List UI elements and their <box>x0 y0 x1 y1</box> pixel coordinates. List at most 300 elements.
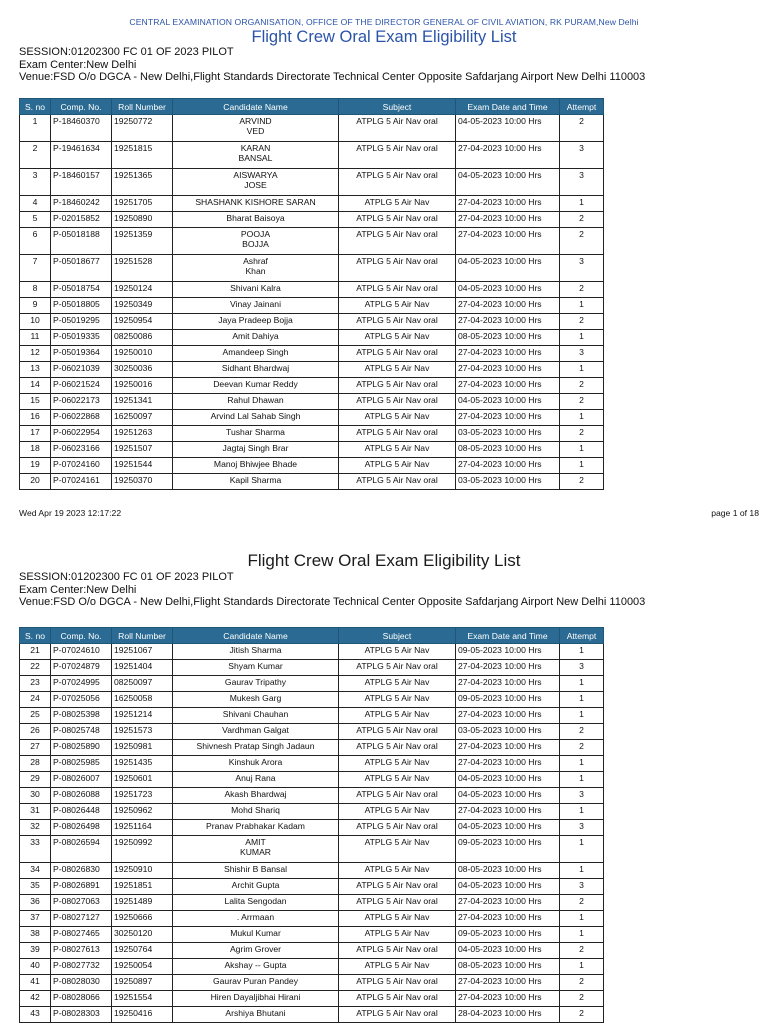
eligibility-table-page1 <box>19 98 604 490</box>
table-row <box>20 115 604 142</box>
serial-cell: 42 <box>20 991 51 1007</box>
session-info <box>19 46 645 84</box>
roll-number-cell: 19250890 <box>112 212 173 228</box>
table-row <box>20 959 604 975</box>
roll-number-cell: 19251507 <box>112 442 173 458</box>
attempt-cell: 1 <box>560 442 604 458</box>
subject-cell: ATPLG 5 Air Nav <box>339 410 456 426</box>
serial-cell: 40 <box>20 959 51 975</box>
table-row <box>20 772 604 788</box>
candidate-name-cell: Tushar Sharma <box>173 426 339 442</box>
column-header: Subject <box>339 628 456 644</box>
candidate-name-cell: Jagtaj Singh Brar <box>173 442 339 458</box>
candidate-name-cell: Agrim Grover <box>173 943 339 959</box>
table-body <box>20 115 604 490</box>
candidate-name-cell: Vinay Jainani <box>173 298 339 314</box>
exam-date-cell: 09-05-2023 10:00 Hrs <box>456 692 560 708</box>
comp-no-cell: P-05018677 <box>51 255 112 282</box>
attempt-cell: 1 <box>560 911 604 927</box>
comp-no-cell: P-08026830 <box>51 863 112 879</box>
serial-cell: 12 <box>20 346 51 362</box>
candidate-name-cell: AMIT KUMAR <box>173 836 339 863</box>
candidate-name-cell: Shishir B Bansal <box>173 863 339 879</box>
table-row <box>20 660 604 676</box>
serial-cell: 6 <box>20 228 51 255</box>
serial-cell: 36 <box>20 895 51 911</box>
comp-no-cell: P-06021039 <box>51 362 112 378</box>
exam-date-cell: 27-04-2023 10:00 Hrs <box>456 895 560 911</box>
attempt-cell: 3 <box>560 346 604 362</box>
column-header: S. no <box>20 99 51 115</box>
subject-cell: ATPLG 5 Air Nav oral <box>339 142 456 169</box>
attempt-cell: 1 <box>560 362 604 378</box>
exam-date-cell: 27-04-2023 10:00 Hrs <box>456 756 560 772</box>
serial-cell: 43 <box>20 1007 51 1023</box>
exam-date-cell: 27-04-2023 10:00 Hrs <box>456 740 560 756</box>
comp-no-cell: P-08027127 <box>51 911 112 927</box>
table-row <box>20 196 604 212</box>
serial-cell: 9 <box>20 298 51 314</box>
exam-date-cell: 04-05-2023 10:00 Hrs <box>456 788 560 804</box>
exam-date-cell: 03-05-2023 10:00 Hrs <box>456 426 560 442</box>
subject-cell: ATPLG 5 Air Nav oral <box>339 943 456 959</box>
roll-number-cell: 19250124 <box>112 282 173 298</box>
comp-no-cell: P-05018188 <box>51 228 112 255</box>
exam-center-line: Exam Center:New Delhi <box>19 583 137 596</box>
candidate-name-cell: Mukul Kumar <box>173 927 339 943</box>
exam-date-cell: 27-04-2023 10:00 Hrs <box>456 676 560 692</box>
exam-date-cell: 03-05-2023 10:00 Hrs <box>456 474 560 490</box>
roll-number-cell: 19251815 <box>112 142 173 169</box>
subject-cell: ATPLG 5 Air Nav <box>339 644 456 660</box>
attempt-cell: 2 <box>560 740 604 756</box>
subject-cell: ATPLG 5 Air Nav <box>339 836 456 863</box>
comp-no-cell: P-07024610 <box>51 644 112 660</box>
subject-cell: ATPLG 5 Air Nav <box>339 676 456 692</box>
table-header-row <box>20 628 604 644</box>
table-row <box>20 975 604 991</box>
subject-cell: ATPLG 5 Air Nav <box>339 458 456 474</box>
roll-number-cell: 19250016 <box>112 378 173 394</box>
roll-number-cell: 30250036 <box>112 362 173 378</box>
roll-number-cell: 19250954 <box>112 314 173 330</box>
venue-line: Venue:FSD O/o DGCA - New Delhi,Flight Standards Directorate Technical Center Opposite Safdarjang Airport New Delhi 110003 <box>19 71 646 83</box>
session-line: SESSION:01202300 FC 01 OF 2023 PILOT <box>19 571 234 583</box>
serial-cell: 33 <box>20 836 51 863</box>
candidate-name-cell: Anuj Rana <box>173 772 339 788</box>
roll-number-cell: 19251164 <box>112 820 173 836</box>
exam-date-cell: 04-05-2023 10:00 Hrs <box>456 255 560 282</box>
table-row <box>20 378 604 394</box>
candidate-name-cell: Sidhant Bhardwaj <box>173 362 339 378</box>
table-row <box>20 927 604 943</box>
subject-cell: ATPLG 5 Air Nav oral <box>339 212 456 228</box>
subject-cell: ATPLG 5 Air Nav <box>339 298 456 314</box>
serial-cell: 14 <box>20 378 51 394</box>
candidate-name-cell: Mohd Shariq <box>173 804 339 820</box>
serial-cell: 24 <box>20 692 51 708</box>
candidate-name-cell: Arvind Lal Sahab Singh <box>173 410 339 426</box>
serial-cell: 8 <box>20 282 51 298</box>
exam-date-cell: 09-05-2023 10:00 Hrs <box>456 836 560 863</box>
subject-cell: ATPLG 5 Air Nav <box>339 911 456 927</box>
table-row <box>20 394 604 410</box>
table-row <box>20 330 604 346</box>
attempt-cell: 1 <box>560 772 604 788</box>
attempt-cell: 1 <box>560 676 604 692</box>
exam-date-cell: 27-04-2023 10:00 Hrs <box>456 975 560 991</box>
table-row <box>20 911 604 927</box>
table-body <box>20 644 604 1023</box>
comp-no-cell: P-07024160 <box>51 458 112 474</box>
serial-cell: 30 <box>20 788 51 804</box>
attempt-cell: 2 <box>560 1007 604 1023</box>
exam-date-cell: 27-04-2023 10:00 Hrs <box>456 410 560 426</box>
table-row <box>20 724 604 740</box>
subject-cell: ATPLG 5 Air Nav oral <box>339 426 456 442</box>
comp-no-cell: P-05018805 <box>51 298 112 314</box>
attempt-cell: 2 <box>560 314 604 330</box>
table-row <box>20 228 604 255</box>
roll-number-cell: 19251723 <box>112 788 173 804</box>
comp-no-cell: P-08025398 <box>51 708 112 724</box>
candidate-name-cell: Ashraf Khan <box>173 255 339 282</box>
roll-number-cell: 19250772 <box>112 115 173 142</box>
serial-cell: 3 <box>20 169 51 196</box>
subject-cell: ATPLG 5 Air Nav oral <box>339 378 456 394</box>
subject-cell: ATPLG 5 Air Nav oral <box>339 724 456 740</box>
comp-no-cell: P-08026594 <box>51 836 112 863</box>
comp-no-cell: P-08027465 <box>51 927 112 943</box>
subject-cell: ATPLG 5 Air Nav oral <box>339 346 456 362</box>
serial-cell: 10 <box>20 314 51 330</box>
serial-cell: 17 <box>20 426 51 442</box>
table-row <box>20 314 604 330</box>
candidate-name-cell: Rahul Dhawan <box>173 394 339 410</box>
table-row <box>20 426 604 442</box>
subject-cell: ATPLG 5 Air Nav oral <box>339 820 456 836</box>
comp-no-cell: P-08026498 <box>51 820 112 836</box>
roll-number-cell: 19251528 <box>112 255 173 282</box>
column-header: Roll Number <box>112 99 173 115</box>
exam-date-cell: 27-04-2023 10:00 Hrs <box>456 911 560 927</box>
table-row <box>20 474 604 490</box>
subject-cell: ATPLG 5 Air Nav <box>339 708 456 724</box>
roll-number-cell: 08250086 <box>112 330 173 346</box>
comp-no-cell: P-07024995 <box>51 676 112 692</box>
subject-cell: ATPLG 5 Air Nav <box>339 196 456 212</box>
exam-center-line: Exam Center:New Delhi <box>19 58 137 71</box>
comp-no-cell: P-08025748 <box>51 724 112 740</box>
candidate-name-cell: Deevan Kumar Reddy <box>173 378 339 394</box>
exam-date-cell: 27-04-2023 10:00 Hrs <box>456 804 560 820</box>
attempt-cell: 2 <box>560 426 604 442</box>
table-row <box>20 255 604 282</box>
column-header: Comp. No. <box>51 99 112 115</box>
comp-no-cell: P-08028030 <box>51 975 112 991</box>
roll-number-cell: 19251214 <box>112 708 173 724</box>
exam-date-cell: 04-05-2023 10:00 Hrs <box>456 772 560 788</box>
attempt-cell: 3 <box>560 660 604 676</box>
comp-no-cell: P-07024161 <box>51 474 112 490</box>
roll-number-cell: 19250370 <box>112 474 173 490</box>
comp-no-cell: P-05019295 <box>51 314 112 330</box>
table-row <box>20 410 604 426</box>
exam-date-cell: 04-05-2023 10:00 Hrs <box>456 820 560 836</box>
roll-number-cell: 19251365 <box>112 169 173 196</box>
candidate-name-cell: Hiren Dayaljibhai Hirani <box>173 991 339 1007</box>
comp-no-cell: P-08026448 <box>51 804 112 820</box>
serial-cell: 27 <box>20 740 51 756</box>
exam-date-cell: 27-04-2023 10:00 Hrs <box>456 196 560 212</box>
attempt-cell: 1 <box>560 458 604 474</box>
serial-cell: 23 <box>20 676 51 692</box>
roll-number-cell: 19250010 <box>112 346 173 362</box>
subject-cell: ATPLG 5 Air Nav <box>339 692 456 708</box>
comp-no-cell: P-08028303 <box>51 1007 112 1023</box>
exam-date-cell: 27-04-2023 10:00 Hrs <box>456 458 560 474</box>
roll-number-cell: 19250897 <box>112 975 173 991</box>
comp-no-cell: P-08026007 <box>51 772 112 788</box>
serial-cell: 38 <box>20 927 51 943</box>
comp-no-cell: P-08027063 <box>51 895 112 911</box>
subject-cell: ATPLG 5 Air Nav <box>339 804 456 820</box>
attempt-cell: 3 <box>560 879 604 895</box>
roll-number-cell: 19250054 <box>112 959 173 975</box>
candidate-name-cell: SHASHANK KISHORE SARAN <box>173 196 339 212</box>
comp-no-cell: P-08028066 <box>51 991 112 1007</box>
exam-date-cell: 27-04-2023 10:00 Hrs <box>456 362 560 378</box>
serial-cell: 11 <box>20 330 51 346</box>
subject-cell: ATPLG 5 Air Nav <box>339 442 456 458</box>
serial-cell: 22 <box>20 660 51 676</box>
attempt-cell: 2 <box>560 474 604 490</box>
candidate-name-cell: Akshay -- Gupta <box>173 959 339 975</box>
table-row <box>20 644 604 660</box>
exam-date-cell: 27-04-2023 10:00 Hrs <box>456 991 560 1007</box>
roll-number-cell: 19251435 <box>112 756 173 772</box>
column-header: Candidate Name <box>173 628 339 644</box>
attempt-cell: 3 <box>560 788 604 804</box>
table-header-row <box>20 99 604 115</box>
subject-cell: ATPLG 5 Air Nav oral <box>339 115 456 142</box>
serial-cell: 15 <box>20 394 51 410</box>
comp-no-cell: P-06022868 <box>51 410 112 426</box>
table-row <box>20 298 604 314</box>
attempt-cell: 1 <box>560 836 604 863</box>
session-info-2 <box>19 571 645 609</box>
attempt-cell: 3 <box>560 169 604 196</box>
roll-number-cell: 19250981 <box>112 740 173 756</box>
attempt-cell: 1 <box>560 863 604 879</box>
candidate-name-cell: KARAN BANSAL <box>173 142 339 169</box>
roll-number-cell: 30250120 <box>112 927 173 943</box>
comp-no-cell: P-18460370 <box>51 115 112 142</box>
exam-date-cell: 27-04-2023 10:00 Hrs <box>456 708 560 724</box>
subject-cell: ATPLG 5 Air Nav <box>339 772 456 788</box>
comp-no-cell: P-08025890 <box>51 740 112 756</box>
exam-date-cell: 27-04-2023 10:00 Hrs <box>456 378 560 394</box>
candidate-name-cell: Arshiya Bhutani <box>173 1007 339 1023</box>
table-row <box>20 879 604 895</box>
comp-no-cell: P-08027613 <box>51 943 112 959</box>
comp-no-cell: P-06023166 <box>51 442 112 458</box>
column-header: Roll Number <box>112 628 173 644</box>
subject-cell: ATPLG 5 Air Nav <box>339 959 456 975</box>
table-row <box>20 346 604 362</box>
roll-number-cell: 19251489 <box>112 895 173 911</box>
table-row <box>20 362 604 378</box>
table-row <box>20 943 604 959</box>
exam-date-cell: 27-04-2023 10:00 Hrs <box>456 212 560 228</box>
attempt-cell: 1 <box>560 410 604 426</box>
subject-cell: ATPLG 5 Air Nav oral <box>339 788 456 804</box>
candidate-name-cell: Jaya Pradeep Bojja <box>173 314 339 330</box>
exam-date-cell: 27-04-2023 10:00 Hrs <box>456 298 560 314</box>
comp-no-cell: P-02015852 <box>51 212 112 228</box>
serial-cell: 21 <box>20 644 51 660</box>
attempt-cell: 2 <box>560 212 604 228</box>
page-title-2: Flight Crew Oral Exam Eligibility List <box>247 551 521 570</box>
table-row <box>20 708 604 724</box>
candidate-name-cell: POOJA BOJJA <box>173 228 339 255</box>
attempt-cell: 1 <box>560 804 604 820</box>
exam-date-cell: 09-05-2023 10:00 Hrs <box>456 927 560 943</box>
roll-number-cell: 19251263 <box>112 426 173 442</box>
serial-cell: 18 <box>20 442 51 458</box>
candidate-name-cell: Amit Dahiya <box>173 330 339 346</box>
table-row <box>20 836 604 863</box>
exam-date-cell: 27-04-2023 10:00 Hrs <box>456 142 560 169</box>
serial-cell: 4 <box>20 196 51 212</box>
serial-cell: 7 <box>20 255 51 282</box>
table-row <box>20 740 604 756</box>
serial-cell: 5 <box>20 212 51 228</box>
candidate-name-cell: Pranav Prabhakar Kadam <box>173 820 339 836</box>
comp-no-cell: P-08026088 <box>51 788 112 804</box>
table-row <box>20 212 604 228</box>
candidate-name-cell: . Arrmaan <box>173 911 339 927</box>
roll-number-cell: 19250992 <box>112 836 173 863</box>
subject-cell: ATPLG 5 Air Nav oral <box>339 660 456 676</box>
exam-date-cell: 27-04-2023 10:00 Hrs <box>456 228 560 255</box>
candidate-name-cell: Shivani Kalra <box>173 282 339 298</box>
exam-date-cell: 08-05-2023 10:00 Hrs <box>456 330 560 346</box>
print-timestamp: Wed Apr 19 2023 12:17:22 <box>19 508 122 518</box>
subject-cell: ATPLG 5 Air Nav oral <box>339 879 456 895</box>
roll-number-cell: 19250962 <box>112 804 173 820</box>
roll-number-cell: 19250416 <box>112 1007 173 1023</box>
serial-cell: 29 <box>20 772 51 788</box>
serial-cell: 34 <box>20 863 51 879</box>
attempt-cell: 1 <box>560 756 604 772</box>
exam-date-cell: 04-05-2023 10:00 Hrs <box>456 943 560 959</box>
subject-cell: ATPLG 5 Air Nav oral <box>339 991 456 1007</box>
roll-number-cell: 19251851 <box>112 879 173 895</box>
attempt-cell: 3 <box>560 820 604 836</box>
comp-no-cell: P-06021524 <box>51 378 112 394</box>
subject-cell: ATPLG 5 Air Nav <box>339 330 456 346</box>
serial-cell: 32 <box>20 820 51 836</box>
exam-date-cell: 27-04-2023 10:00 Hrs <box>456 314 560 330</box>
roll-number-cell: 16250097 <box>112 410 173 426</box>
comp-no-cell: P-08026891 <box>51 879 112 895</box>
comp-no-cell: P-18460157 <box>51 169 112 196</box>
serial-cell: 2 <box>20 142 51 169</box>
subject-cell: ATPLG 5 Air Nav <box>339 756 456 772</box>
table-row <box>20 169 604 196</box>
serial-cell: 35 <box>20 879 51 895</box>
exam-date-cell: 09-05-2023 10:00 Hrs <box>456 644 560 660</box>
exam-date-cell: 04-05-2023 10:00 Hrs <box>456 282 560 298</box>
candidate-name-cell: Shivnesh Pratap Singh Jadaun <box>173 740 339 756</box>
attempt-cell: 3 <box>560 142 604 169</box>
candidate-name-cell: Gaurav Tripathy <box>173 676 339 692</box>
subject-cell: ATPLG 5 Air Nav oral <box>339 975 456 991</box>
exam-date-cell: 28-04-2023 10:00 Hrs <box>456 1007 560 1023</box>
table-row <box>20 756 604 772</box>
table-row <box>20 458 604 474</box>
attempt-cell: 2 <box>560 228 604 255</box>
attempt-cell: 1 <box>560 298 604 314</box>
roll-number-cell: 19251554 <box>112 991 173 1007</box>
serial-cell: 25 <box>20 708 51 724</box>
serial-cell: 39 <box>20 943 51 959</box>
serial-cell: 31 <box>20 804 51 820</box>
column-header: Exam Date and Time <box>456 99 560 115</box>
roll-number-cell: 19250910 <box>112 863 173 879</box>
candidate-name-cell: Vardhman Galgat <box>173 724 339 740</box>
page-number: page 1 of 18 <box>711 508 759 518</box>
candidate-name-cell: Lalita Sengodan <box>173 895 339 911</box>
subject-cell: ATPLG 5 Air Nav oral <box>339 282 456 298</box>
table-row <box>20 1007 604 1023</box>
comp-no-cell: P-07025056 <box>51 692 112 708</box>
organisation-header: CENTRAL EXAMINATION ORGANISATION, OFFICE OF THE DIRECTOR GENERAL OF CIVIL AVIATION, RK PURAM,New Delhi <box>129 17 639 27</box>
exam-date-cell: 08-05-2023 10:00 Hrs <box>456 863 560 879</box>
candidate-name-cell: Akash Bhardwaj <box>173 788 339 804</box>
subject-cell: ATPLG 5 Air Nav oral <box>339 394 456 410</box>
table-row <box>20 820 604 836</box>
attempt-cell: 2 <box>560 115 604 142</box>
comp-no-cell: P-07024879 <box>51 660 112 676</box>
attempt-cell: 2 <box>560 378 604 394</box>
subject-cell: ATPLG 5 Air Nav oral <box>339 1007 456 1023</box>
candidate-name-cell: Gaurav Puran Pandey <box>173 975 339 991</box>
column-header: S. no <box>20 628 51 644</box>
candidate-name-cell: AISWARYA JOSE <box>173 169 339 196</box>
exam-date-cell: 08-05-2023 10:00 Hrs <box>456 959 560 975</box>
roll-number-cell: 19251705 <box>112 196 173 212</box>
candidate-name-cell: Kinshuk Arora <box>173 756 339 772</box>
column-header: Exam Date and Time <box>456 628 560 644</box>
table-row <box>20 282 604 298</box>
attempt-cell: 1 <box>560 692 604 708</box>
attempt-cell: 1 <box>560 927 604 943</box>
subject-cell: ATPLG 5 Air Nav oral <box>339 895 456 911</box>
session-line: SESSION:01202300 FC 01 OF 2023 PILOT <box>19 46 234 58</box>
comp-no-cell: P-06022954 <box>51 426 112 442</box>
subject-cell: ATPLG 5 Air Nav <box>339 362 456 378</box>
attempt-cell: 1 <box>560 644 604 660</box>
roll-number-cell: 19251573 <box>112 724 173 740</box>
serial-cell: 1 <box>20 115 51 142</box>
comp-no-cell: P-08025985 <box>51 756 112 772</box>
table-row <box>20 142 604 169</box>
serial-cell: 13 <box>20 362 51 378</box>
venue-line: Venue:FSD O/o DGCA - New Delhi,Flight Standards Directorate Technical Center Opposite Safdarjang Airport New Delhi 110003 <box>19 596 646 608</box>
column-header: Subject <box>339 99 456 115</box>
